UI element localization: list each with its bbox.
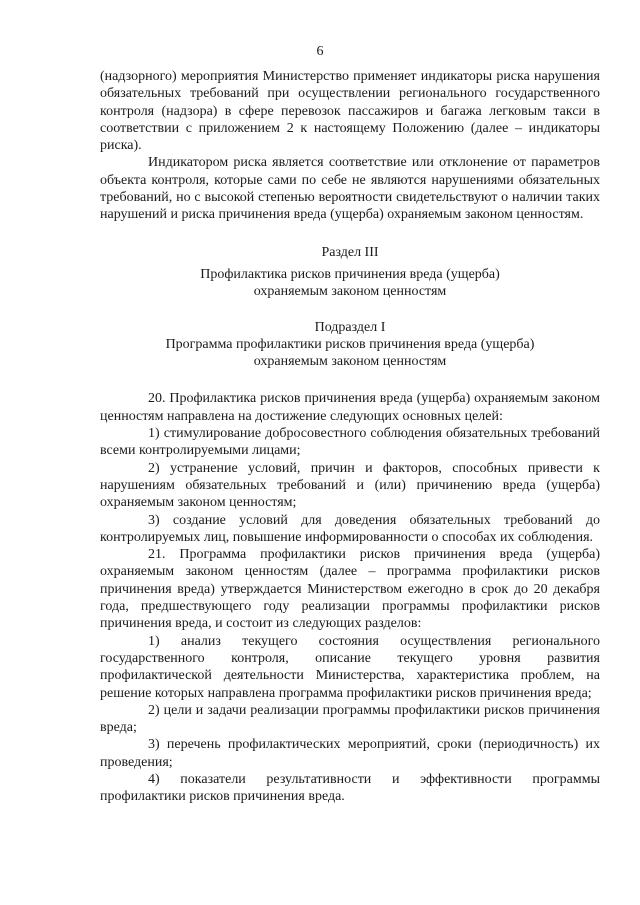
section-title-line-2: охраняемым законом ценностям xyxy=(253,284,447,300)
list-item-section-2: 2) цели и задачи реализации программы профилактики рисков причинения вреда; xyxy=(100,702,600,736)
subsection-title-line-2: охраняемым законом ценностям xyxy=(253,354,447,370)
list-item-goal-3: 3) создание условий для доведения обязательных требований до контролируемых лиц, повышение информированности о способах их соблюдения. xyxy=(100,512,600,545)
list-item-section-1: 1) анализ текущего состояния осуществления регионального государственного контроля, описание текущего уровня развития профилактической деятельности Министерства, характеристика проблем, на решение которых направлена программа профилактики рисков причинения вреда; xyxy=(100,633,600,701)
paragraph-risk-indicator-definition: Индикатором риска является соответствие или отклонение от параметров объекта контроля, которые сами по себе не являются нарушениями обязательных требований, но с высокой степенью вероятности свидетельствуют о наличии таких нарушений и риска причинения вреда (ущерба) охраняемым законом ценностям. xyxy=(100,155,600,223)
list-item-goal-2: 2) устранение условий, причин и факторов, способных привести к нарушениям обязательных требований и (или) причинению вреда (ущерба) охраняемым законом ценностям; xyxy=(100,460,600,511)
paragraph-item-20: 20. Профилактика рисков причинения вреда (ущерба) охраняемым законом ценностям направлена на достижение следующих основных целей: xyxy=(100,391,600,424)
subsection-label: Подраздел I xyxy=(314,319,386,335)
page-number: 6 xyxy=(316,44,324,59)
list-item-section-4: 4) показатели результативности и эффективности программы профилактики рисков причинения вреда. xyxy=(100,771,600,805)
section-label: Раздел III xyxy=(321,244,379,260)
section-heading xyxy=(100,244,600,301)
subsection-title-line-1: Программа профилактики рисков причинения вреда (ущерба) xyxy=(165,336,535,352)
page-body xyxy=(100,68,600,806)
paragraph-risk-indicators-continuation: (надзорного) мероприятия Министерство применяет индикаторы риска нарушения обязательных требований при осуществлении регионального государственного контроля (надзора) в сфере перевозок пассажиров и багажа легковым такси в соответствии с приложением 2 к настоящему Положению (далее – индикаторы риска). xyxy=(100,69,600,154)
subsection-heading xyxy=(100,319,600,371)
section-title-line-1: Профилактика рисков причинения вреда (ущерба) xyxy=(200,266,500,282)
paragraph-item-21: 21. Программа профилактики рисков причинения вреда (ущерба) охраняемым законом ценностям (далее – программа профилактики рисков причинения вреда) утверждается Министерством ежегодно в срок до 20 декабря года, предшествующего году реализации программы профилактики рисков причинения вреда, и состоит из следующих разделов: xyxy=(100,547,600,632)
list-item-section-3: 3) перечень профилактических мероприятий, сроки (периодичность) их проведения; xyxy=(100,737,600,770)
list-item-goal-1: 1) стимулирование добросовестного соблюдения обязательных требований всеми контролируемыми лицами; xyxy=(100,426,600,459)
